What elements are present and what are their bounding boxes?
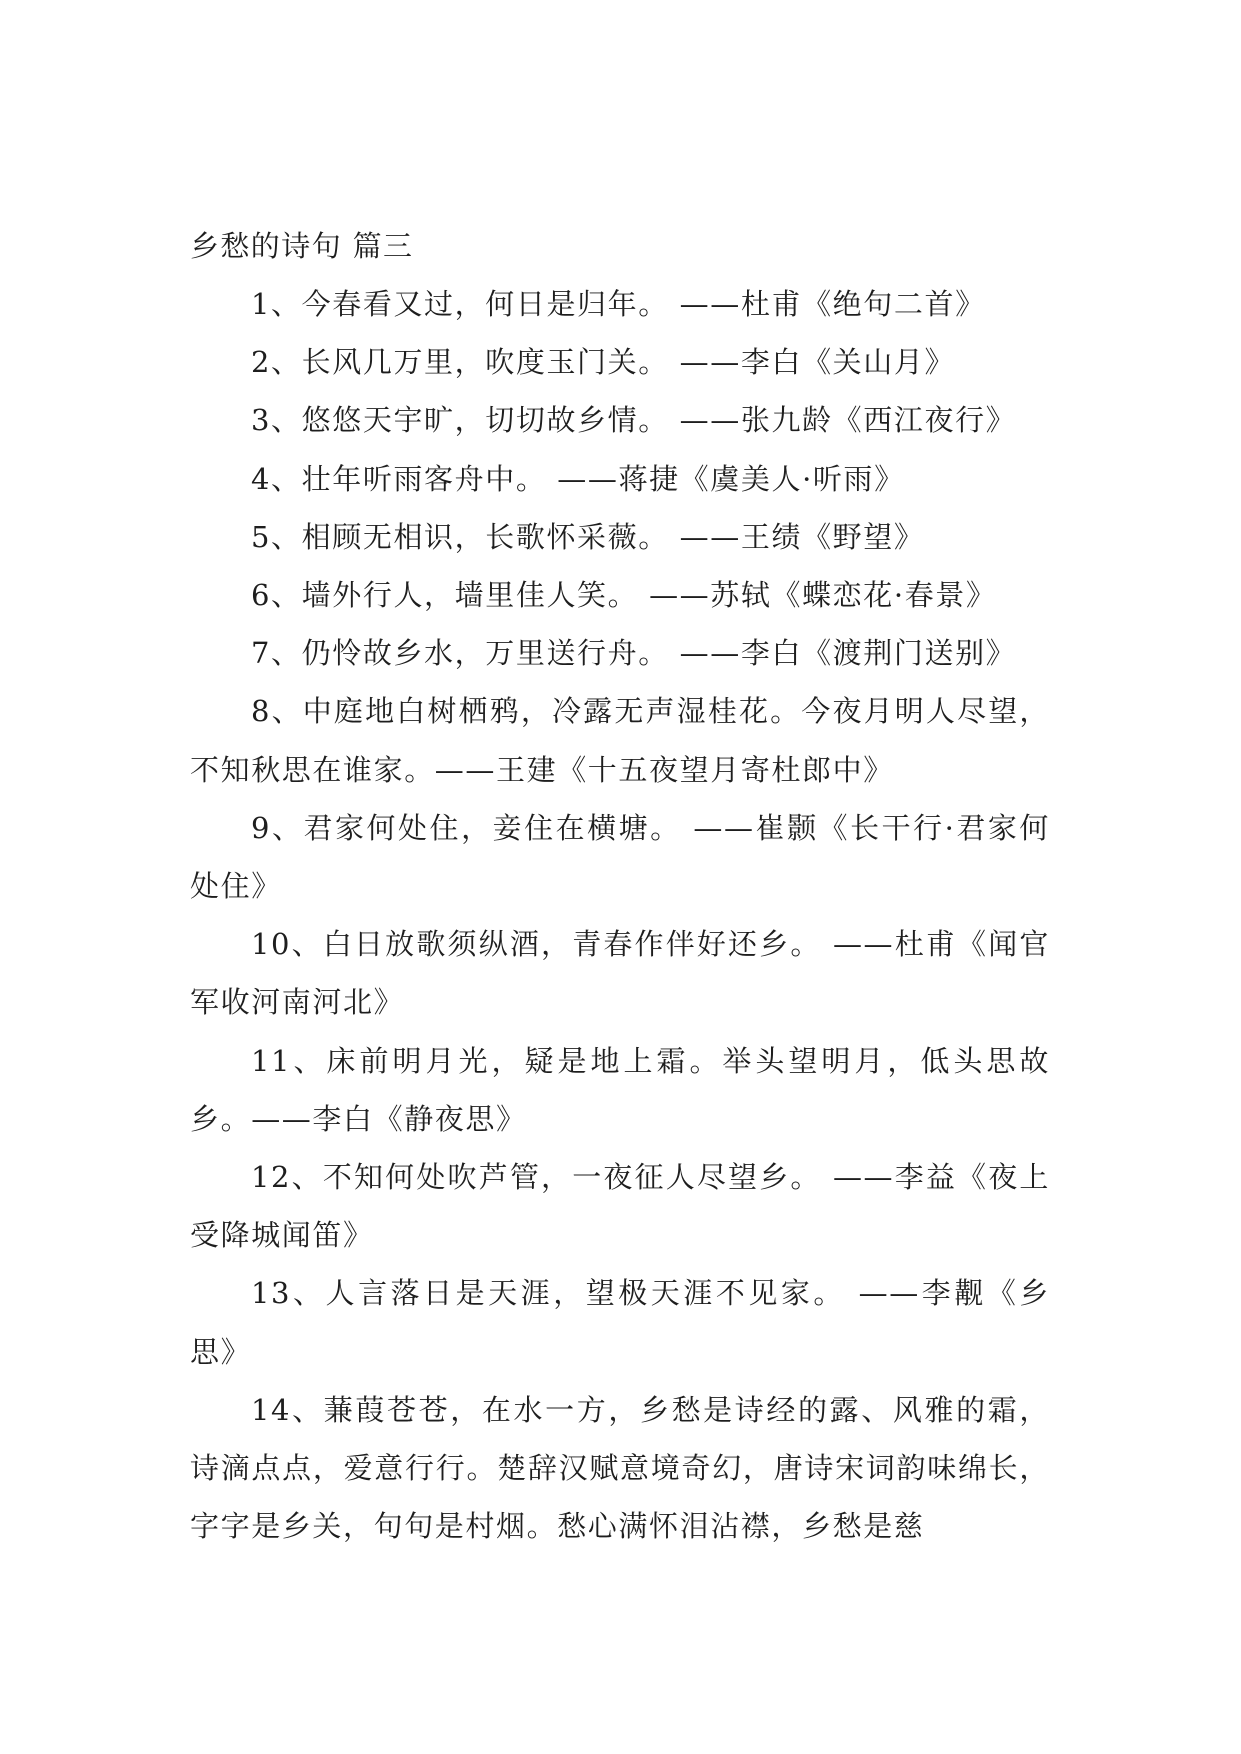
poem-line-5: 5、相顾无相识，长歌怀采薇。 ——王绩《野望》 <box>251 519 925 554</box>
poem-line-13: 13、人言落日是天涯，望极天涯不见家。 ——李觏《乡思》 <box>190 1276 1050 1369</box>
poem-line-10: 10、白日放歌须纵酒，青春作伴好还乡。 ——杜甫《闻官军收河南河北》 <box>190 927 1050 1020</box>
poem-line-7: 7、仍怜故乡水，万里送行舟。 ——李白《渡荆门送别》 <box>251 636 1017 671</box>
poem-line-2: 2、长风几万里，吹度玉门关。 ——李白《关山月》 <box>251 345 956 380</box>
poem-line-4: 4、壮年听雨客舟中。 ——蒋捷《虞美人·听雨》 <box>251 461 905 496</box>
section-heading: 乡愁的诗句 篇三 <box>190 229 414 263</box>
poem-line-12: 12、不知何处吹芦管，一夜征人尽望乡。 ——李益《夜上受降城闻笛》 <box>190 1160 1050 1253</box>
poem-line-6: 6、墙外行人，墙里佳人笑。 ——苏轼《蝶恋花·春景》 <box>251 578 997 613</box>
document-body <box>190 217 1050 1555</box>
poem-line-8: 8、中庭地白树栖鸦，冷露无声湿桂花。今夜月明人尽望，不知秋思在谁家。——王建《十五夜望月寄杜郎中》 <box>190 694 1050 787</box>
poem-line-11: 11、床前明月光，疑是地上霜。举头望明月，低头思故乡。——李白《静夜思》 <box>190 1043 1050 1136</box>
poem-line-14: 14、蒹葭苍苍，在水一方，乡愁是诗经的露、风雅的霜，诗滴点点，爱意行行。楚辞汉赋意境奇幻，唐诗宋词韵味绵长，字字是乡关，句句是村烟。愁心满怀泪沾襟，乡愁是慈 <box>190 1392 1050 1544</box>
poem-line-1: 1、今春看又过，何日是归年。 ——杜甫《绝句二首》 <box>251 287 986 321</box>
poem-line-9: 9、君家何处住，妾住在横塘。 ——崔颢《长干行·君家何处住》 <box>190 810 1050 904</box>
poem-line-3: 3、悠悠天宇旷，切切故乡情。 ——张九龄《西江夜行》 <box>251 403 1017 438</box>
